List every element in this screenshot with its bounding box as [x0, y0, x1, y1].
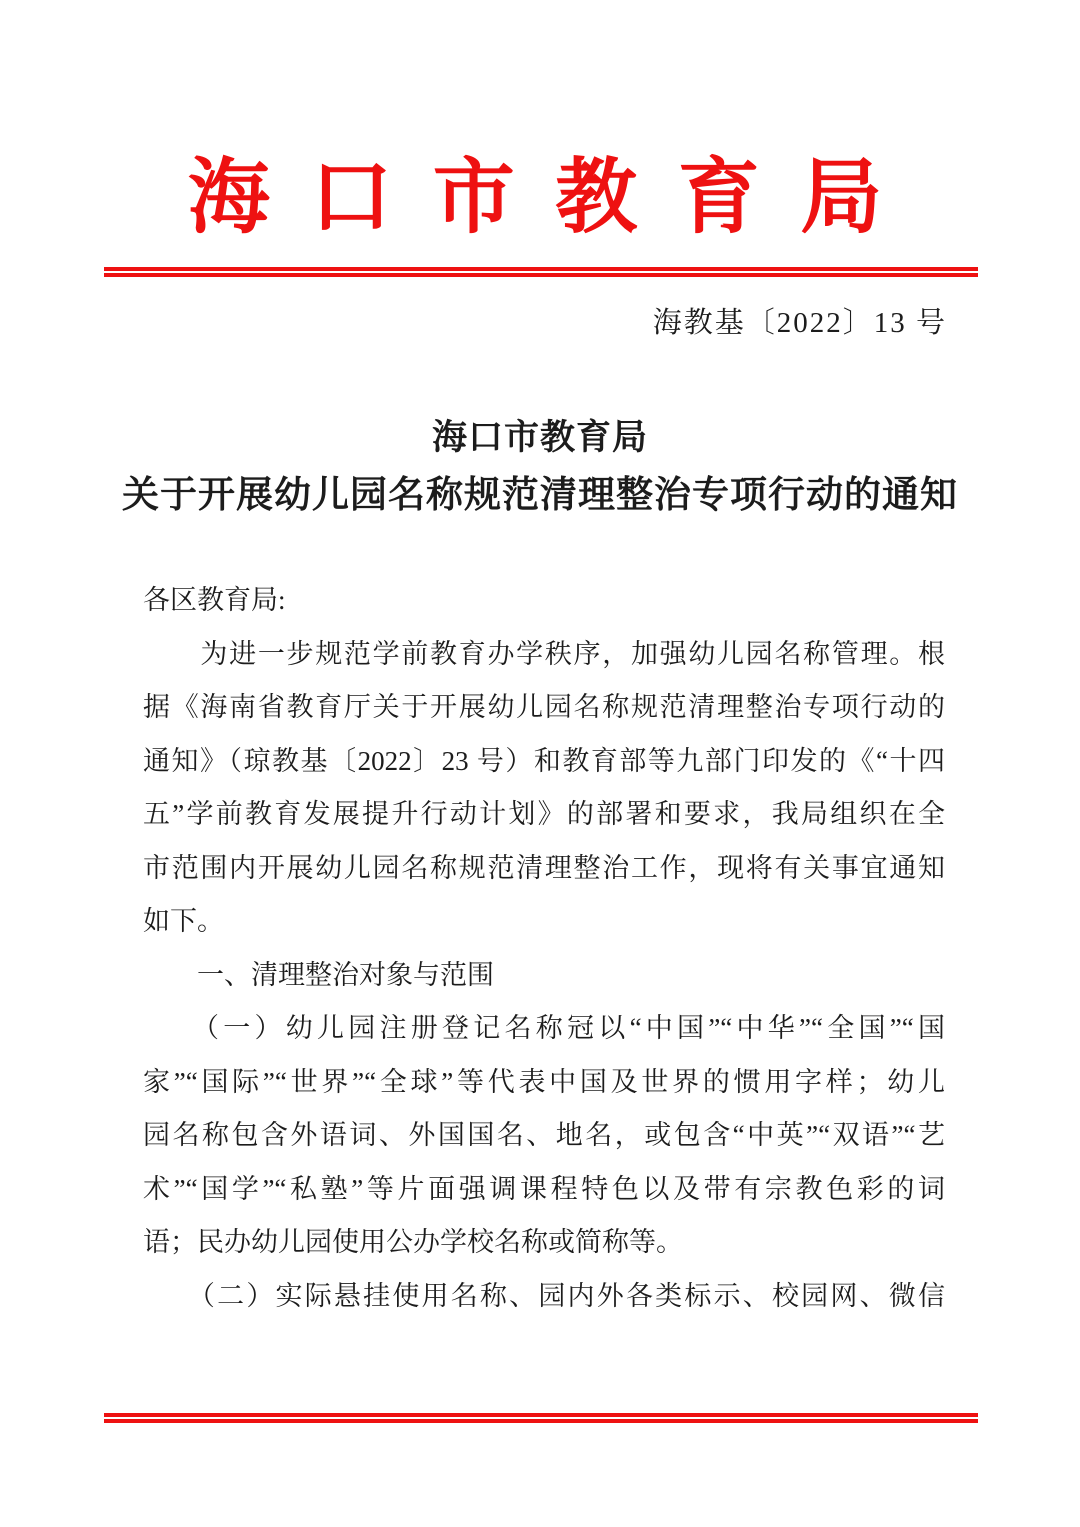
body-text-line: 语；民办幼儿园使用公办学校名称或简称等。	[143, 1227, 683, 1257]
notice-body	[143, 574, 945, 1323]
header-red-separator	[104, 267, 978, 277]
body-text-line: 五”学前教育发展提升行动计划》的部署和要求，我局组织在全	[143, 799, 945, 829]
notice-title-subject: 关于开展幼儿园名称规范清理整治专项行动的通知	[122, 475, 958, 516]
body-text-line: 术”“国学”“私塾”等片面强调课程特色以及带有宗教色彩的词	[143, 1173, 945, 1204]
body-text-line: 据《海南省教育厅关于开展幼儿园名称规范清理整治专项行动的	[143, 692, 945, 722]
salutation: 各区教育局:	[143, 585, 286, 615]
notice-title-organization: 海口市教育局	[431, 418, 648, 457]
body-text-line: （一）幼儿园注册登记名称冠以“中国”“中华”“全国”“国	[143, 1013, 945, 1043]
body-text-line: 家”“国际”“世界”“全球”等代表中国及世界的惯用字样；幼儿	[143, 1066, 945, 1097]
body-text-line: 如下。	[143, 906, 224, 936]
body-text-line: 园名称包含外语词、外国国名、地名，或包含“中英”“双语”“艺	[143, 1120, 945, 1150]
letterhead-title: 海 口 市 教 育 局	[187, 152, 893, 243]
body-text-line: 通知》（琼教基〔2022〕23 号）和教育部等九部门印发的《“十四	[143, 745, 945, 776]
section-heading: 一、清理整治对象与范围	[143, 959, 494, 990]
document-number: 海教基〔2022〕13 号	[652, 307, 947, 339]
body-text-line: （二）实际悬挂使用名称、园内外各类标示、校园网、微信	[143, 1280, 945, 1311]
body-text-line: 为进一步规范学前教育办学秩序，加强幼儿园名称管理。根	[143, 638, 945, 669]
footer-red-separator	[104, 1413, 978, 1423]
body-text-line: 市范围内开展幼儿园名称规范清理整治工作，现将有关事宜通知	[143, 852, 945, 883]
